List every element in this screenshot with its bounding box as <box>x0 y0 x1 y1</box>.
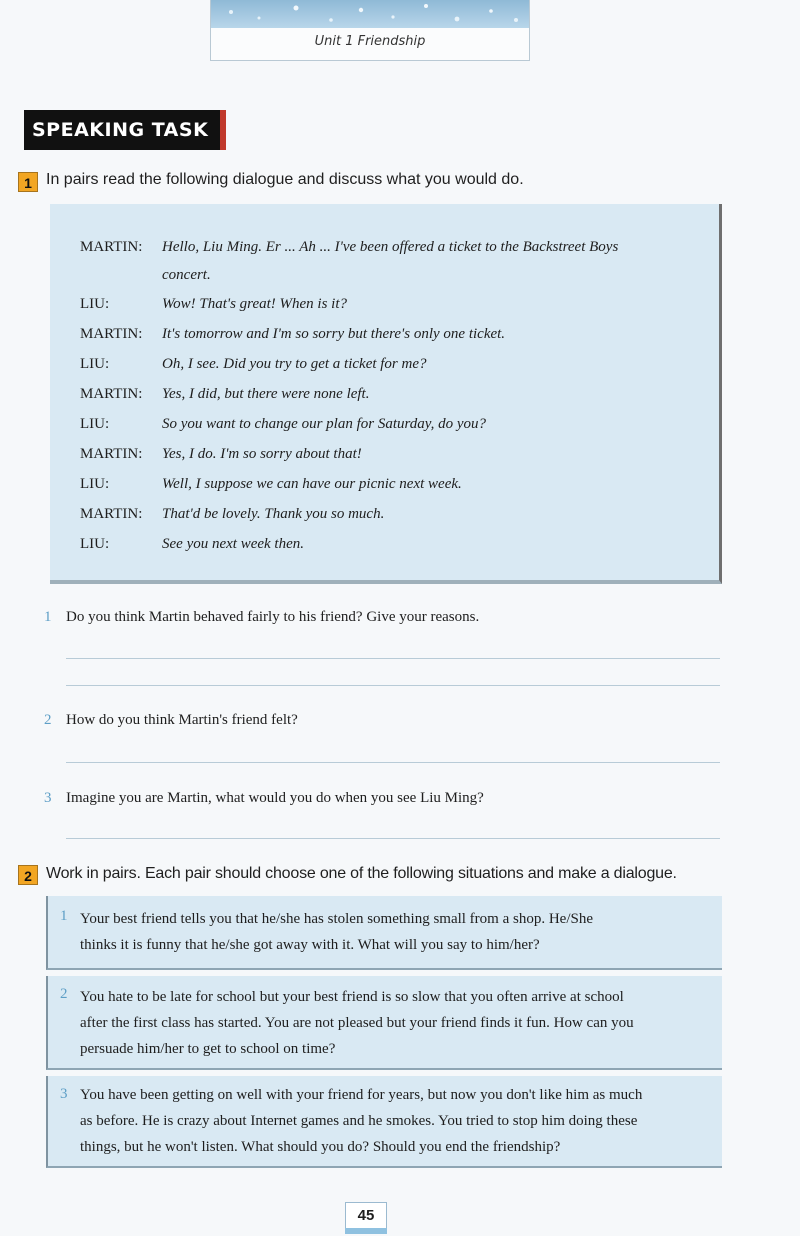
situation-number: 1 <box>60 908 68 924</box>
dialogue-text: Well, I suppose we can have our picnic next week. <box>162 476 462 492</box>
dialogue-speaker: MARTIN: <box>80 239 143 255</box>
task-number-1: 1 <box>18 172 38 192</box>
question-number: 3 <box>44 790 52 806</box>
answer-line[interactable] <box>66 838 720 839</box>
dialogue-text: Yes, I did, but there were none left. <box>162 386 370 402</box>
dialogue-text: Hello, Liu Ming. Er ... Ah ... I've been offered a ticket to the Backstreet Boys <box>162 239 619 255</box>
answer-line[interactable] <box>66 685 720 686</box>
situation-text <box>80 984 716 1062</box>
question-text: Do you think Martin behaved fairly to his friend? Give your reasons. <box>66 609 480 625</box>
situation-text <box>80 906 716 958</box>
situation-box <box>46 1076 722 1168</box>
page-number: 45 <box>345 1202 387 1234</box>
dialogue-speaker: MARTIN: <box>80 506 143 522</box>
question-text: How do you think Martin's friend felt? <box>66 712 298 728</box>
answer-line[interactable] <box>66 762 720 763</box>
section-heading: SPEAKING TASK <box>24 110 220 150</box>
unit-header <box>210 0 530 61</box>
task-2-instruction: Work in pairs. Each pair should choose one of the following situations and make a dialogue. <box>46 865 677 882</box>
situation-number: 2 <box>60 986 68 1002</box>
situation-box <box>46 896 722 970</box>
dialogue-text: Wow! That's great! When is it? <box>162 296 348 312</box>
situation-line: You hate to be late for school but your best friend is so slow that you often arrive at school <box>80 989 624 1005</box>
situation-line: persuade him/her to get to school on time? <box>80 1041 336 1057</box>
dialogue-speaker: LIU: <box>80 296 110 312</box>
dialogue-text: See you next week then. <box>162 536 305 552</box>
situation-line: Your best friend tells you that he/she has stolen something small from a shop. He/She <box>80 911 593 927</box>
situation-line: as before. He is crazy about Internet games and he smokes. You tried to stop him doing these <box>80 1113 638 1129</box>
situation-line: after the first class has started. You are not pleased but your friend finds it fun. How can you <box>80 1015 634 1031</box>
question-number: 2 <box>44 712 52 728</box>
question-text: Imagine you are Martin, what would you do when you see Liu Ming? <box>66 790 484 806</box>
dialogue-text: So you want to change our plan for Saturday, do you? <box>162 416 487 432</box>
header-decorative-band <box>211 0 529 28</box>
situation-line: things, but he won't listen. What should you do? Should you end the friendship? <box>80 1139 561 1155</box>
dialogue-speaker: LIU: <box>80 536 110 552</box>
task-number-2: 2 <box>18 865 38 885</box>
dialogue-text: Yes, I do. I'm so sorry about that! <box>162 446 362 462</box>
situation-line: thinks it is funny that he/she got away with it. What will you say to him/her? <box>80 937 540 953</box>
unit-title: Unit 1 Friendship <box>314 34 426 49</box>
dialogue-box <box>50 204 722 584</box>
situation-text <box>80 1082 716 1160</box>
question-number: 1 <box>44 609 52 625</box>
answer-line[interactable] <box>66 658 720 659</box>
dialogue-text: That'd be lovely. Thank you so much. <box>162 506 385 522</box>
dialogue-text: It's tomorrow and I'm so sorry but there's only one ticket. <box>162 326 506 342</box>
dialogue-text: Oh, I see. Did you try to get a ticket for me? <box>162 356 427 372</box>
dialogue-speaker: LIU: <box>80 416 110 432</box>
situation-line: You have been getting on well with your friend for years, but now you don't like him as much <box>80 1087 643 1103</box>
situation-box <box>46 976 722 1070</box>
dialogue-speaker: MARTIN: <box>80 386 143 402</box>
dialogue-speaker: MARTIN: <box>80 446 143 462</box>
task-1-instruction: In pairs read the following dialogue and discuss what you would do. <box>46 171 524 188</box>
dialogue-speaker: LIU: <box>80 476 110 492</box>
situation-number: 3 <box>60 1086 68 1102</box>
dialogue-speaker: MARTIN: <box>80 326 143 342</box>
dialogue-speaker: LIU: <box>80 356 110 372</box>
water-drops-decoration <box>211 0 529 28</box>
dialogue-text: concert. <box>162 267 211 283</box>
